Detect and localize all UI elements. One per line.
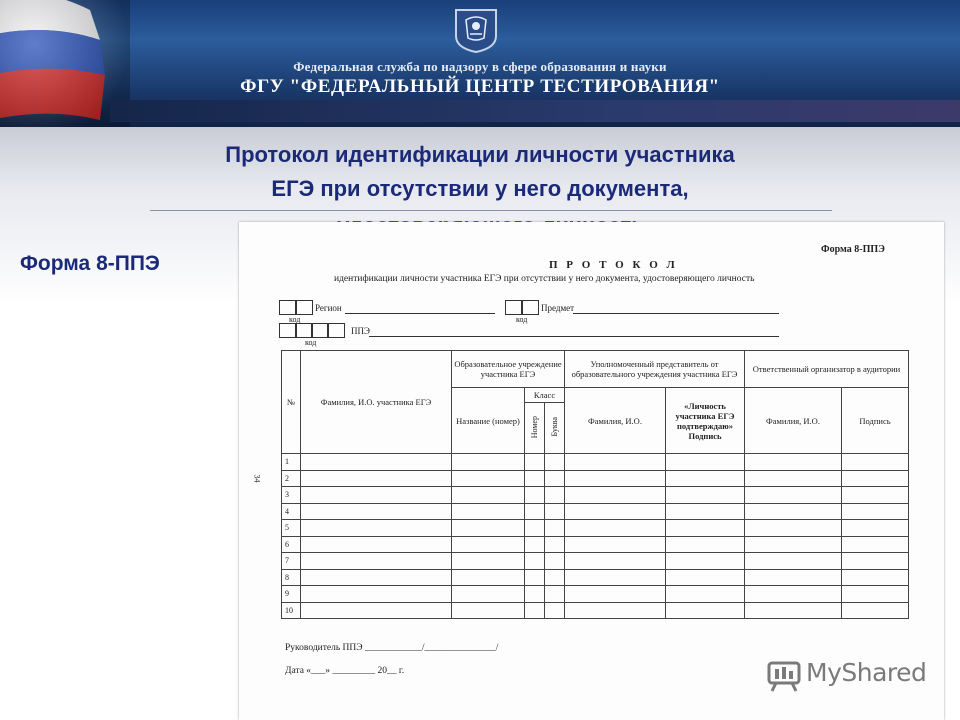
table-cell — [666, 470, 745, 487]
protocol-table — [281, 350, 909, 619]
table-cell — [565, 553, 666, 570]
protocol-heading: П Р О Т О К О Л — [549, 259, 678, 271]
center-name: ФГУ "ФЕДЕРАЛЬНЫЙ ЦЕНТР ТЕСТИРОВАНИЯ" — [240, 76, 720, 97]
table-row — [282, 553, 909, 570]
table-cell — [842, 569, 909, 586]
table-row — [282, 454, 909, 471]
table-cell — [545, 454, 565, 471]
table-row — [282, 536, 909, 553]
protocol-subheading: идентификации личности участника ЕГЭ при отсутствии у него документа, удостоверяющего личность — [334, 274, 755, 284]
table-cell — [452, 569, 525, 586]
col-num: № — [282, 351, 301, 454]
table-cell — [666, 602, 745, 619]
table-cell — [565, 520, 666, 537]
ppe-box-4 — [327, 323, 345, 338]
table-cell — [452, 503, 525, 520]
table-cell — [525, 553, 545, 570]
table-cell — [666, 569, 745, 586]
table-cell — [452, 536, 525, 553]
table-row — [282, 487, 909, 504]
table-cell — [745, 586, 842, 603]
col-org: Ответственный организатор в аудитории — [745, 351, 909, 388]
table-cell — [666, 503, 745, 520]
subject-label: Предмет — [541, 303, 575, 313]
sign-date-line: Дата «___» _________ 20__ г. — [285, 666, 405, 676]
table-cell — [666, 553, 745, 570]
table-cell — [842, 470, 909, 487]
table-cell — [842, 454, 909, 471]
table-cell — [525, 586, 545, 603]
table-cell — [842, 520, 909, 537]
col-edu: Образовательное учреждение участника ЕГЭ — [452, 351, 565, 388]
table-cell — [301, 553, 452, 570]
table-cell — [745, 536, 842, 553]
row-number: 7 — [282, 553, 301, 570]
col-class-letter-label: Буква — [550, 417, 559, 437]
table-cell — [545, 586, 565, 603]
table-cell — [545, 503, 565, 520]
table-cell — [545, 520, 565, 537]
table-cell — [301, 503, 452, 520]
table-cell — [452, 470, 525, 487]
table-cell — [565, 569, 666, 586]
table-cell — [452, 586, 525, 603]
col-org-name: Фамилия, И.О. — [745, 388, 842, 454]
table-cell — [525, 487, 545, 504]
form-scan — [239, 222, 944, 720]
table-cell — [301, 586, 452, 603]
table-cell — [565, 602, 666, 619]
table-cell — [452, 553, 525, 570]
row-number: 6 — [282, 536, 301, 553]
table-cell — [545, 569, 565, 586]
table-cell — [666, 536, 745, 553]
table-cell — [525, 520, 545, 537]
ppe-line — [369, 335, 779, 337]
subject-box-2 — [521, 300, 539, 315]
table-row — [282, 569, 909, 586]
agency-name: Федеральная служба по надзору в сфере образования и науки — [293, 59, 667, 74]
row-number: 4 — [282, 503, 301, 520]
table-cell — [666, 586, 745, 603]
table-row — [282, 602, 909, 619]
table-cell — [745, 487, 842, 504]
header-banner — [0, 0, 960, 127]
title-line-1: Протокол идентификации личности участника — [225, 142, 735, 167]
table-cell — [525, 470, 545, 487]
table-cell — [525, 536, 545, 553]
table-row — [282, 520, 909, 537]
table-cell — [452, 454, 525, 471]
table-row — [282, 470, 909, 487]
table-cell — [301, 569, 452, 586]
table-cell — [666, 454, 745, 471]
table-cell — [745, 553, 842, 570]
ppe-label: ППЭ — [351, 326, 370, 336]
table-cell — [565, 536, 666, 553]
table-cell — [452, 520, 525, 537]
row-number: 9 — [282, 586, 301, 603]
table-cell — [525, 602, 545, 619]
table-cell — [745, 569, 842, 586]
table-cell — [745, 470, 842, 487]
table-cell — [545, 470, 565, 487]
table-cell — [545, 487, 565, 504]
table-cell — [745, 454, 842, 471]
col-org-sign: Подпись — [842, 388, 909, 454]
table-cell — [565, 487, 666, 504]
sign-head-line: Руководитель ППЭ ____________/_______________/ — [285, 643, 499, 653]
ppe-code-label: код — [305, 338, 317, 347]
table-row — [282, 586, 909, 603]
table-cell — [452, 487, 525, 504]
col-class-letter — [545, 403, 565, 454]
table-cell — [666, 487, 745, 504]
table-cell — [745, 602, 842, 619]
form-label: Форма 8-ППЭ — [20, 252, 160, 275]
row-number: 8 — [282, 569, 301, 586]
table-cell — [525, 569, 545, 586]
slide-title — [0, 138, 960, 206]
col-rep: Уполномоченный представитель от образовательного учреждения участника ЕГЭ — [565, 351, 745, 388]
title-line-2: ЕГЭ при отсутствии у него документа, — [271, 176, 689, 201]
row-number: 5 — [282, 520, 301, 537]
table-cell — [301, 454, 452, 471]
table-cell — [525, 454, 545, 471]
table-cell — [301, 536, 452, 553]
table-cell — [545, 553, 565, 570]
col-rep-name: Фамилия, И.О. — [565, 388, 666, 454]
table-cell — [301, 602, 452, 619]
region-box-2 — [295, 300, 313, 315]
table-cell — [525, 503, 545, 520]
form-code: Форма 8-ППЭ — [821, 244, 885, 255]
table-cell — [301, 470, 452, 487]
col-name: Фамилия, И.О. участника ЕГЭ — [301, 351, 452, 454]
table-cell — [842, 536, 909, 553]
table-cell — [842, 586, 909, 603]
region-label: Регион — [315, 303, 342, 313]
table-cell — [565, 470, 666, 487]
table-cell — [842, 602, 909, 619]
region-code-label: код — [289, 315, 301, 324]
table-row — [282, 503, 909, 520]
table-cell — [545, 602, 565, 619]
table-cell — [301, 520, 452, 537]
table-cell — [842, 487, 909, 504]
table-cell — [745, 503, 842, 520]
table-cell — [745, 520, 842, 537]
table-cell — [842, 553, 909, 570]
table-cell — [666, 520, 745, 537]
row-number: 1 — [282, 454, 301, 471]
table-cell — [452, 602, 525, 619]
col-class-num — [525, 403, 545, 454]
table-cell — [565, 454, 666, 471]
emblem-icon — [450, 6, 502, 54]
table-cell — [565, 503, 666, 520]
banner-band — [110, 100, 960, 122]
row-number: 3 — [282, 487, 301, 504]
subject-code-label: код — [516, 315, 528, 324]
row-number: 2 — [282, 470, 301, 487]
side-mark: 34 — [252, 474, 262, 483]
subject-line — [573, 312, 779, 314]
table-cell — [301, 487, 452, 504]
col-edu-name: Название (номер) — [452, 388, 525, 454]
table-cell — [545, 536, 565, 553]
row-number: 10 — [282, 602, 301, 619]
table-cell — [842, 503, 909, 520]
title-line-3-clipped — [150, 211, 832, 221]
watermark-text: MyShared — [806, 658, 927, 687]
col-class-num-label: Номер — [530, 415, 539, 439]
table-cell — [565, 586, 666, 603]
col-rep-confirm: «Личность участника ЕГЭ подтверждаю» Подпись — [666, 388, 745, 454]
col-class: Класс — [525, 388, 565, 403]
region-line — [345, 312, 495, 314]
